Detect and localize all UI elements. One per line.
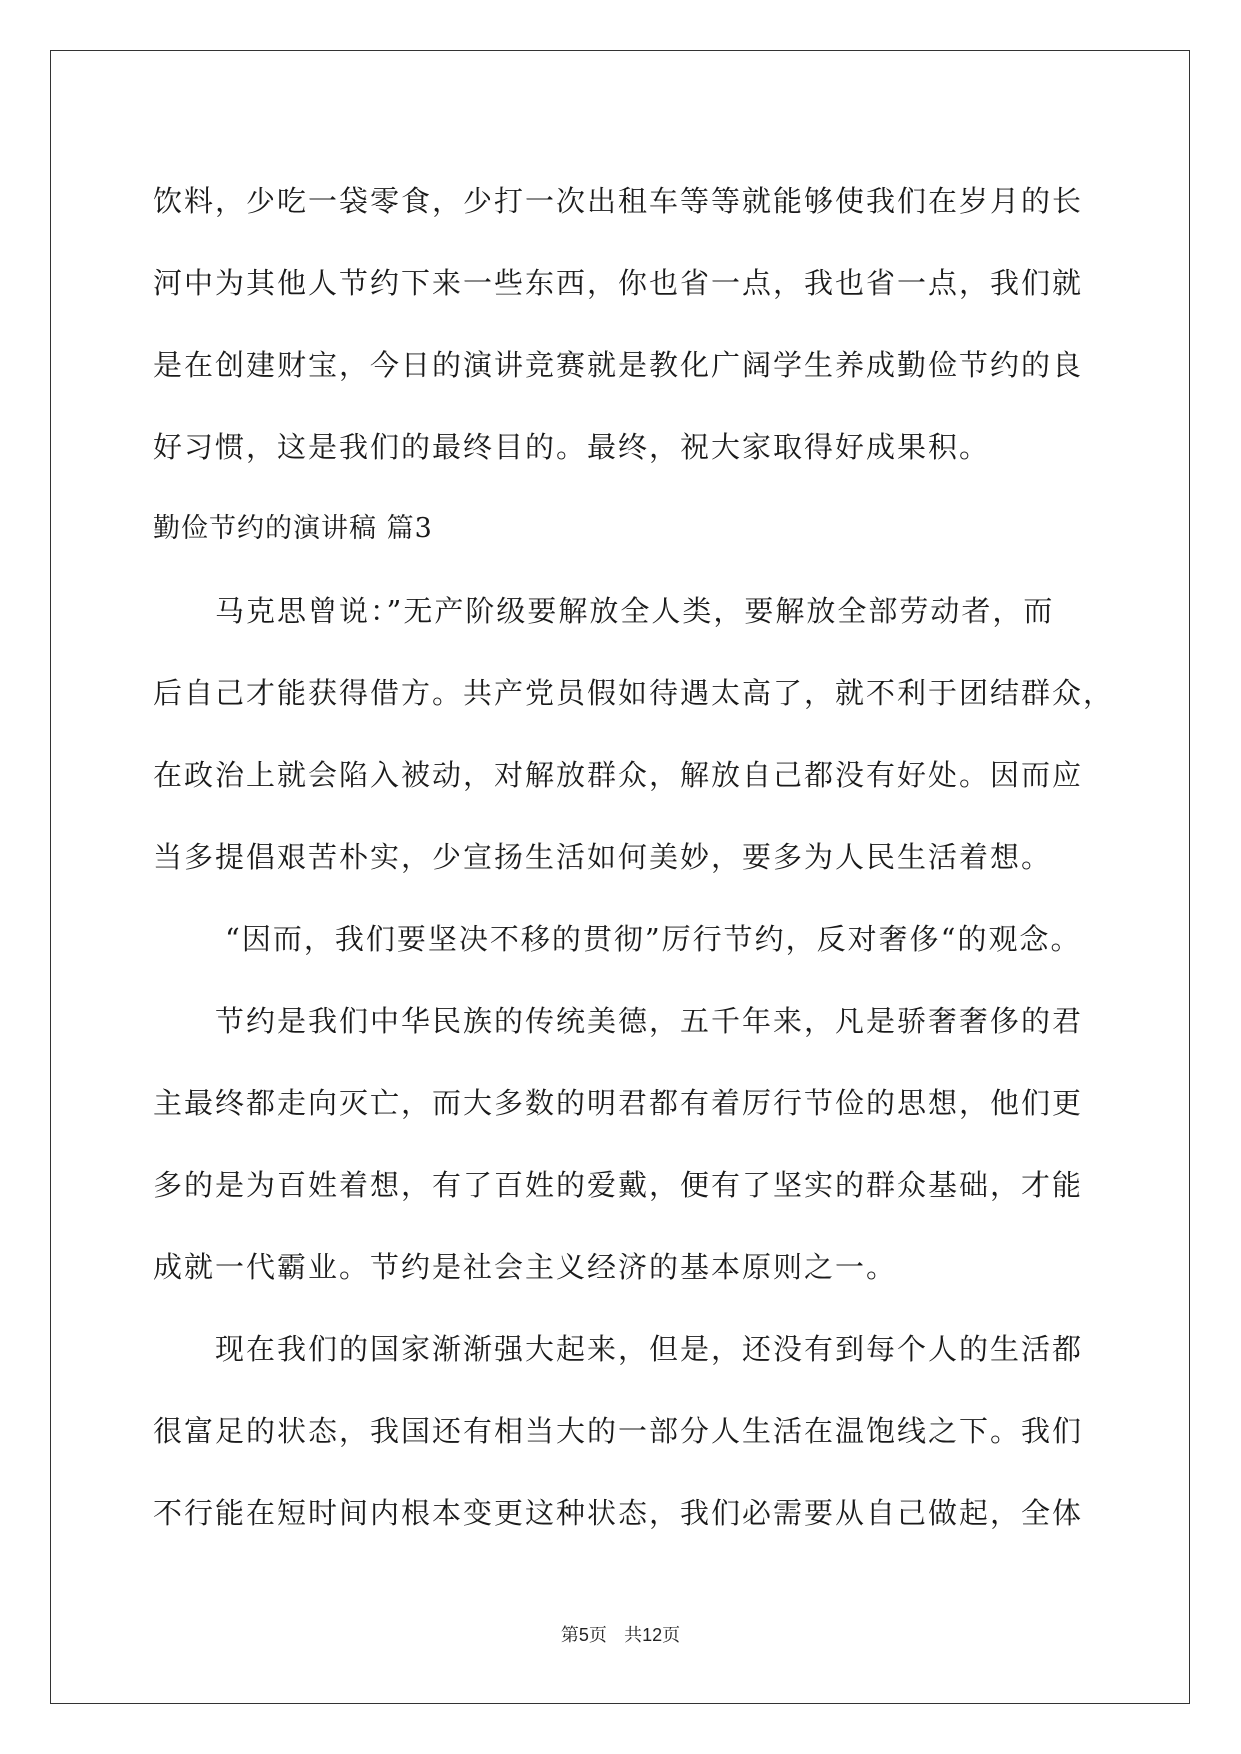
document-body: [153, 160, 1115, 1554]
body-line: 后自己才能获得借方。共产党员假如待遇太高了，就不利于团结群众，: [153, 676, 1115, 710]
body-line: 河中为其他人节约下来一些东西，你也省一点，我也省一点，我们就: [153, 266, 1084, 300]
body-line: “因而，我们要坚决不移的贯彻”厉行节约，反对奢侈“的观念。: [225, 922, 1082, 956]
total-suffix: 页: [662, 1625, 681, 1646]
page-footer: [0, 1621, 1241, 1647]
section-heading: 勤俭节约的演讲稿 篇3: [153, 513, 433, 544]
body-line: 饮料，少吃一袋零食，少打一次出租车等等就能够使我们在岁月的长: [153, 184, 1084, 218]
page-prefix: 第: [560, 1625, 579, 1646]
body-line: 现在我们的国家渐渐强大起来，但是，还没有到每个人的生活都: [215, 1332, 1084, 1366]
page-number: 5: [578, 1625, 589, 1645]
total-prefix: 共: [624, 1625, 643, 1646]
body-line: 很富足的状态，我国还有相当大的一部分人生活在温饱线之下。我们: [153, 1414, 1084, 1448]
body-line: 不行能在短时间内根本变更这种状态，我们必需要从自己做起，全体: [153, 1496, 1084, 1530]
body-line: 马克思曾说：”无产阶级要解放全人类，要解放全部劳动者，而: [215, 594, 1055, 628]
body-line: 是在创建财宝，今日的演讲竞赛就是教化广阔学生养成勤俭节约的良: [153, 348, 1084, 382]
body-line: 在政治上就会陷入被动，对解放群众，解放自己都没有好处。因而应: [153, 758, 1084, 792]
body-line: 当多提倡艰苦朴实，少宣扬生活如何美妙，要多为人民生活着想。: [153, 840, 1053, 874]
body-line: 好习惯，这是我们的最终目的。最终，祝大家取得好成果积。: [153, 430, 991, 464]
body-line: 主最终都走向灭亡，而大多数的明君都有着厉行节俭的思想，他们更: [153, 1086, 1084, 1120]
total-pages: 12: [642, 1625, 663, 1645]
page-suffix: 页: [588, 1625, 607, 1646]
body-line: 节约是我们中华民族的传统美德，五千年来，凡是骄奢奢侈的君: [215, 1004, 1084, 1038]
body-line: 成就一代霸业。节约是社会主义经济的基本原则之一。: [153, 1250, 898, 1284]
body-line: 多的是为百姓着想，有了百姓的爱戴，便有了坚实的群众基础，才能: [153, 1168, 1084, 1202]
